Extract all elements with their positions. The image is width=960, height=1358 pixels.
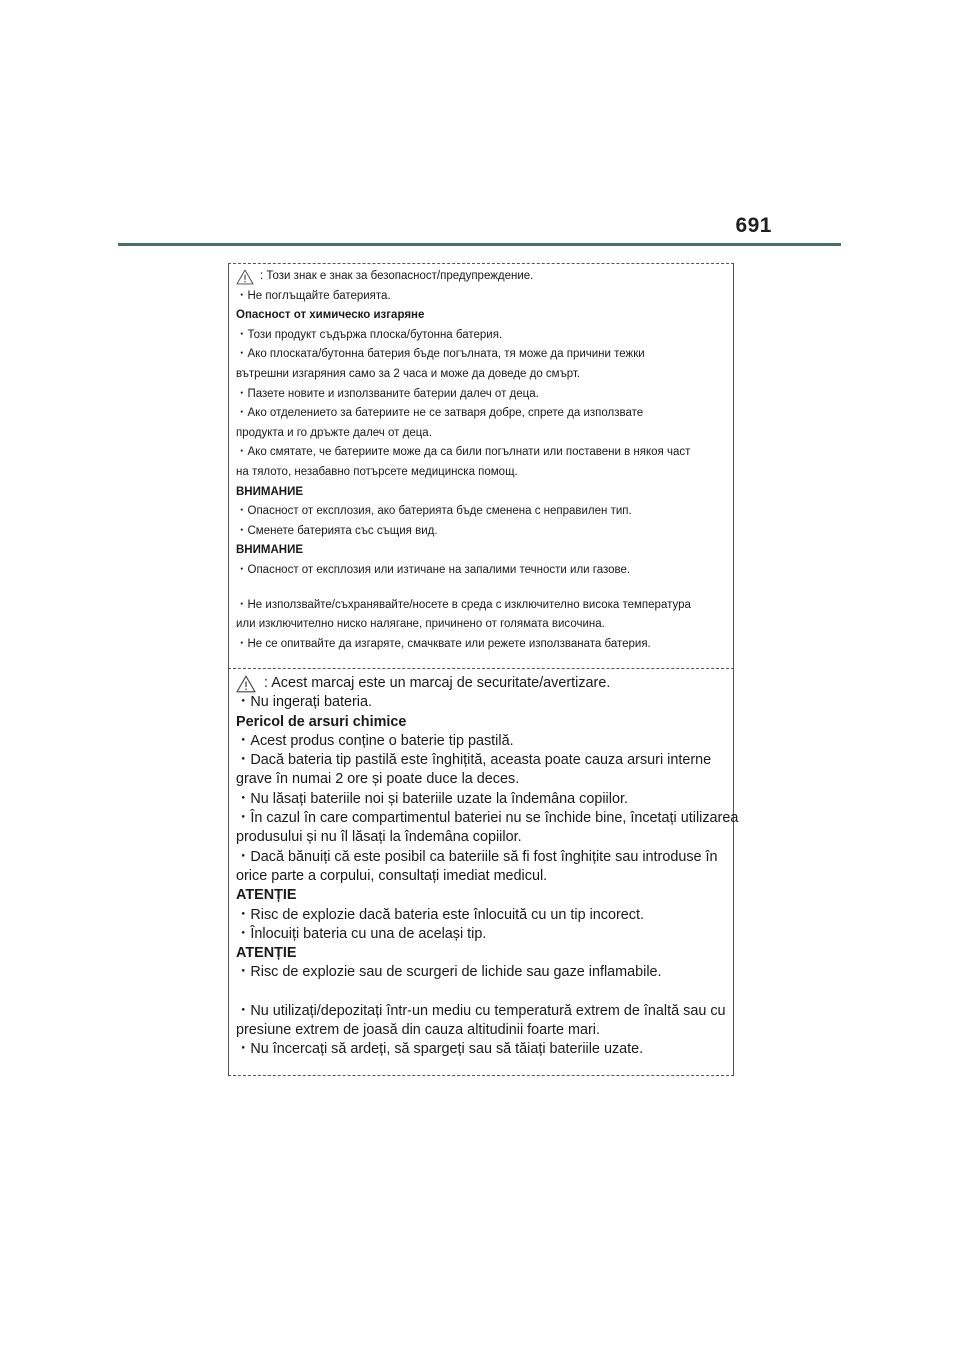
text-line [236,287,726,307]
line-text: : Този знак е знак за безопасност/предупреждение. [260,270,534,282]
line-text: ・Înlocuiți bateria cu una de același tip. [236,925,487,942]
line-text: ・Не поглъщайте батерията. [236,289,391,302]
notice-top-border [228,263,734,264]
line-text: ・În cazul în care compartimentul bateriei nu se închide bine, încetați utilizarea [236,810,739,827]
text-line [236,596,726,616]
text-line [236,345,726,365]
section-heading [236,541,726,561]
text-line [236,365,726,385]
line-text: ・Risc de explozie sau de scurgeri de lichide sau gaze inflamabile. [236,964,662,981]
line-text: ・Ако плоската/бутонна батерия бъде погълната, тя може да причини тежки [236,348,645,361]
text-line [236,502,726,522]
paragraph-spacer [236,581,726,596]
paragraph-spacer [236,983,726,1002]
text-line [236,1002,726,1021]
text-line [236,963,726,982]
line-text: ・Опасност от експлозия или изтичане на запалими течности или газове. [236,563,631,576]
text-line [236,635,726,655]
romanian-section [236,674,739,1060]
line-text: Опасност от химическо изгаряне [236,309,425,322]
text-line [236,693,726,712]
section-heading [236,886,726,905]
text-line [236,1040,726,1059]
text-line [236,809,739,828]
line-text: ・Опасност от експлозия, ако батерията бъде сменена с неправилен тип. [236,505,632,518]
text-line [236,561,726,581]
text-line [236,385,726,405]
text-line [236,867,726,886]
line-text: на тялото, незабавно потърсете медицинска помощ. [236,465,518,478]
line-text: ・Dacă bateria tip pastilă este înghițită, aceasta poate cauza arsuri interne [236,752,712,769]
section-heading [236,713,726,732]
line-text: ATENȚIE [236,887,297,904]
line-text: ・Risc de explozie dacă bateria este înlocuită cu un tip incorect. [236,906,644,923]
line-text: ・Ако смятате, че батериите може да са били погълнати или поставени в някоя част [236,446,691,459]
line-text: grave în numai 2 ore și poate duce la deces. [236,771,520,788]
line-text: ВНИМАНИЕ [236,544,304,557]
notice-bottom-border [228,1075,734,1076]
line-text: ・Не се опитвайте да изгаряте, смачквате или режете използваната батерия. [236,637,651,650]
page-number: 691 [735,214,772,237]
line-text: ・Acest produs conține o baterie tip pastilă. [236,732,514,749]
warning-triangle-icon [236,675,256,693]
line-text: или изключително ниско налягане, причинено от голямата височина. [236,618,605,631]
warning-triangle-icon [236,269,254,285]
section-heading [236,483,726,503]
header-rule [118,243,841,246]
line-text: ВНИМАНИЕ [236,485,304,498]
text-line [236,424,726,444]
text-line [236,326,726,346]
warning-symbol-legend [236,267,726,287]
bulgarian-section [236,267,726,654]
text-line [236,770,726,789]
line-text: ・Nu ingerați bateria. [236,694,372,711]
text-line [236,522,726,542]
line-text: : Acest marcaj este un marcaj de securitate/avertizare. [264,675,611,691]
section-heading [236,944,726,963]
warning-symbol-legend [236,674,726,693]
text-line [236,848,726,867]
line-text: ・Nu utilizați/depozitați într-un mediu cu temperatură extrem de înaltă sau cu [236,1002,726,1019]
text-line [236,1021,726,1040]
text-line [236,906,726,925]
line-text: orice parte a corpului, consultați imediat medicul. [236,867,548,884]
text-line [236,925,726,944]
line-text: ・Nu lăsați bateriile noi și bateriile uzate la îndemâna copiilor. [236,790,628,807]
line-text: продукта и го дръжте далеч от деца. [236,426,432,439]
line-text: ・Ако отделението за батериите не се затваря добре, спрете да използвате [236,407,644,420]
line-text: ATENȚIE [236,945,297,962]
text-line [236,732,726,751]
line-text: presiune extrem de joasă din cauza altitudinii foarte mari. [236,1022,600,1039]
line-text: ・Пазете новите и използваните батерии далеч от деца. [236,387,539,400]
text-line [236,404,726,424]
line-text: ・Този продукт съдържа плоска/бутонна батерия. [236,328,503,341]
line-text: ・Не използвайте/съхранявайте/носете в среда с изключително висока температура [236,598,691,611]
text-line [236,615,726,635]
section-heading [236,306,726,326]
text-line [236,751,726,770]
line-text: ・Сменете батерията със същия вид. [236,524,438,537]
line-text: ・Dacă bănuiți că este posibil ca bateriile să fi fost înghițite sau introduse în [236,848,718,865]
section-divider [228,668,734,669]
text-line [236,443,726,463]
line-text: produsului și nu îl lăsați la îndemâna copiilor. [236,829,522,846]
line-text: вътрешни изгаряния само за 2 часа и може да доведе до смърт. [236,367,581,380]
line-text: ・Nu încercați să ardeți, să spargeți sau să tăiați bateriile uzate. [236,1041,644,1058]
text-line [236,463,726,483]
line-text: Pericol de arsuri chimice [236,713,407,730]
text-line [236,828,726,847]
text-line [236,790,726,809]
